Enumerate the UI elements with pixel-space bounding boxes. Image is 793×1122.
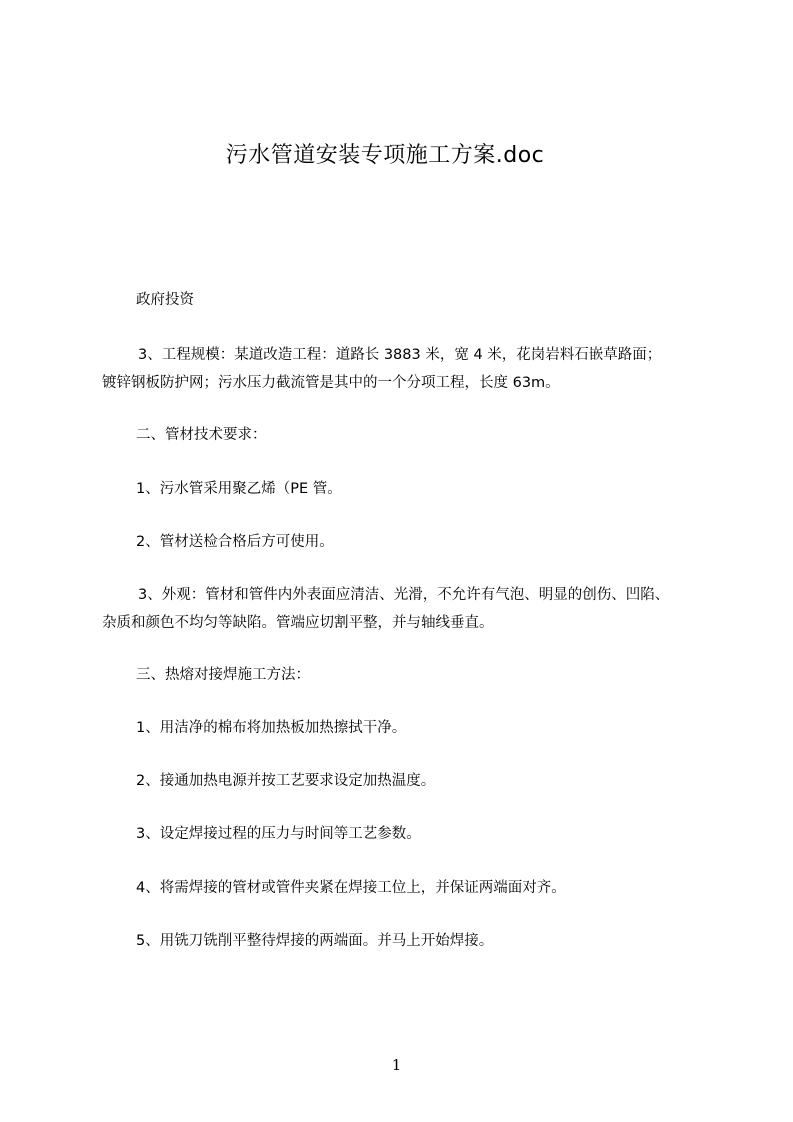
paragraph-line: 三、热熔对接焊施工方法： [136,667,310,683]
paragraph-line: 2、管材送检合格后方可使用。 [136,534,334,550]
page-number: 1 [391,1056,402,1074]
document-title: 污水管道安装专项施工方案.doc [225,143,545,168]
paragraph-7 [104,661,724,689]
paragraph-line: 1、用洁净的棉布将加热板加热擦拭干净。 [136,720,407,736]
paragraph-5 [104,528,724,556]
paragraph-4 [104,475,724,503]
paragraph-line: 政府投资 [136,292,194,308]
paragraph-line: 3、设定焊接过程的压力与时间等工艺参数。 [136,826,421,842]
paragraph-9 [104,767,724,795]
paragraph-11 [104,874,724,902]
paragraph-line: 3、工程规模：某道改造工程：道路长 3883 米，宽 4 米，花岗岩料石嵌草路面； [138,347,662,363]
paragraph-line: 二、管材技术要求： [136,427,267,443]
paragraph-line: 5、用铣刀铣削平整待焊接的两端面。并马上开始焊接。 [136,933,494,949]
paragraph-line: 杂质和颜色不均匀等缺陷。管端应切割平整，并与轴线垂直。 [102,615,494,631]
paragraph-line: 镀锌钢板防护网；污水压力截流管是其中的一个分项工程，长度 63m。 [102,375,560,391]
paragraph-12 [104,927,724,955]
paragraph-2 [104,341,724,397]
paragraph-6 [104,581,724,637]
paragraph-line: 3、外观：管材和管件内外表面应清洁、光滑，不允许有气泡、明显的创伤、凹陷、 [138,587,670,603]
paragraph-line: 2、接通加热电源并按工艺要求设定加热温度。 [136,773,436,789]
paragraph-line: 4、将需焊接的管材或管件夹紧在焊接工位上，并保证两端面对齐。 [136,880,566,896]
paragraph-line: 1、污水管采用聚乙烯（PE 管。 [136,481,342,497]
paragraph-10 [104,820,724,848]
paragraph-1 [104,286,724,314]
paragraph-3 [104,421,724,449]
paragraph-8 [104,714,724,742]
